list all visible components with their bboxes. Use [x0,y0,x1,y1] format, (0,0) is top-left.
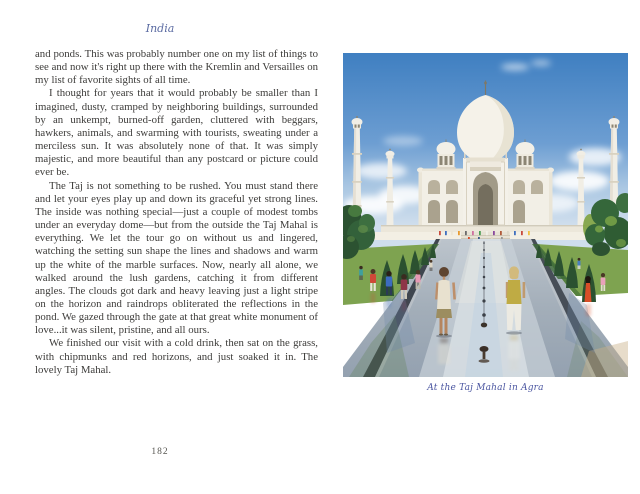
right-page [320,0,640,494]
body-paragraph: and ponds. This was probably number one on my list of things to see and now it's right up there with the Kremlin and Versailles on my list of favorite sights of all time. [35,48,318,87]
photo-caption: At the Taj Mahal in Agra [427,383,544,393]
body-paragraph: We finished our visit with a cold drink, then sat on the grass, with chipmunks and red horizons, and just soaked it in. The lovely Taj Mahal. [35,337,318,376]
body-paragraph: The Taj is not something to be rushed. You must stand there and let your eyes play up and down its graceful yet strong lines. The inside was nothing special—just a couple of modest tombs under an everyday dome—but from the outside the Taj Mahal is everything. We let the tour go on without us and lingered, watching the setting sun shape the lines and shadows and warm up the white of the marble surfaces. Now, nearly all alone, we walked around the lush gardens, catching it from different angles. The clouds got dark and heavy leaving just a light stripe on the horizon and raindrops obliterated the reflections in the pond. We gazed through the gate at that great white monument of love...it was silent, pristine, and all ours. [35,179,318,337]
running-head: India [145,22,175,35]
taj-mahal-illustration [343,53,628,377]
page-number: 182 [151,447,169,457]
taj-mahal-photo [343,53,628,377]
body-text [35,48,318,377]
body-paragraph: I thought for years that it would probably be smaller than I imagined, dusty, cramped by neighboring buildings, surrounded by an unkempt, burned-off garden, cluttered with beggars, hawkers, animals, and swarming with tourists, sweating under a merciless sun. It was absolutely none of that. It was simply majestic, and more beautiful than any postcard or picture could ever be. [35,87,318,179]
